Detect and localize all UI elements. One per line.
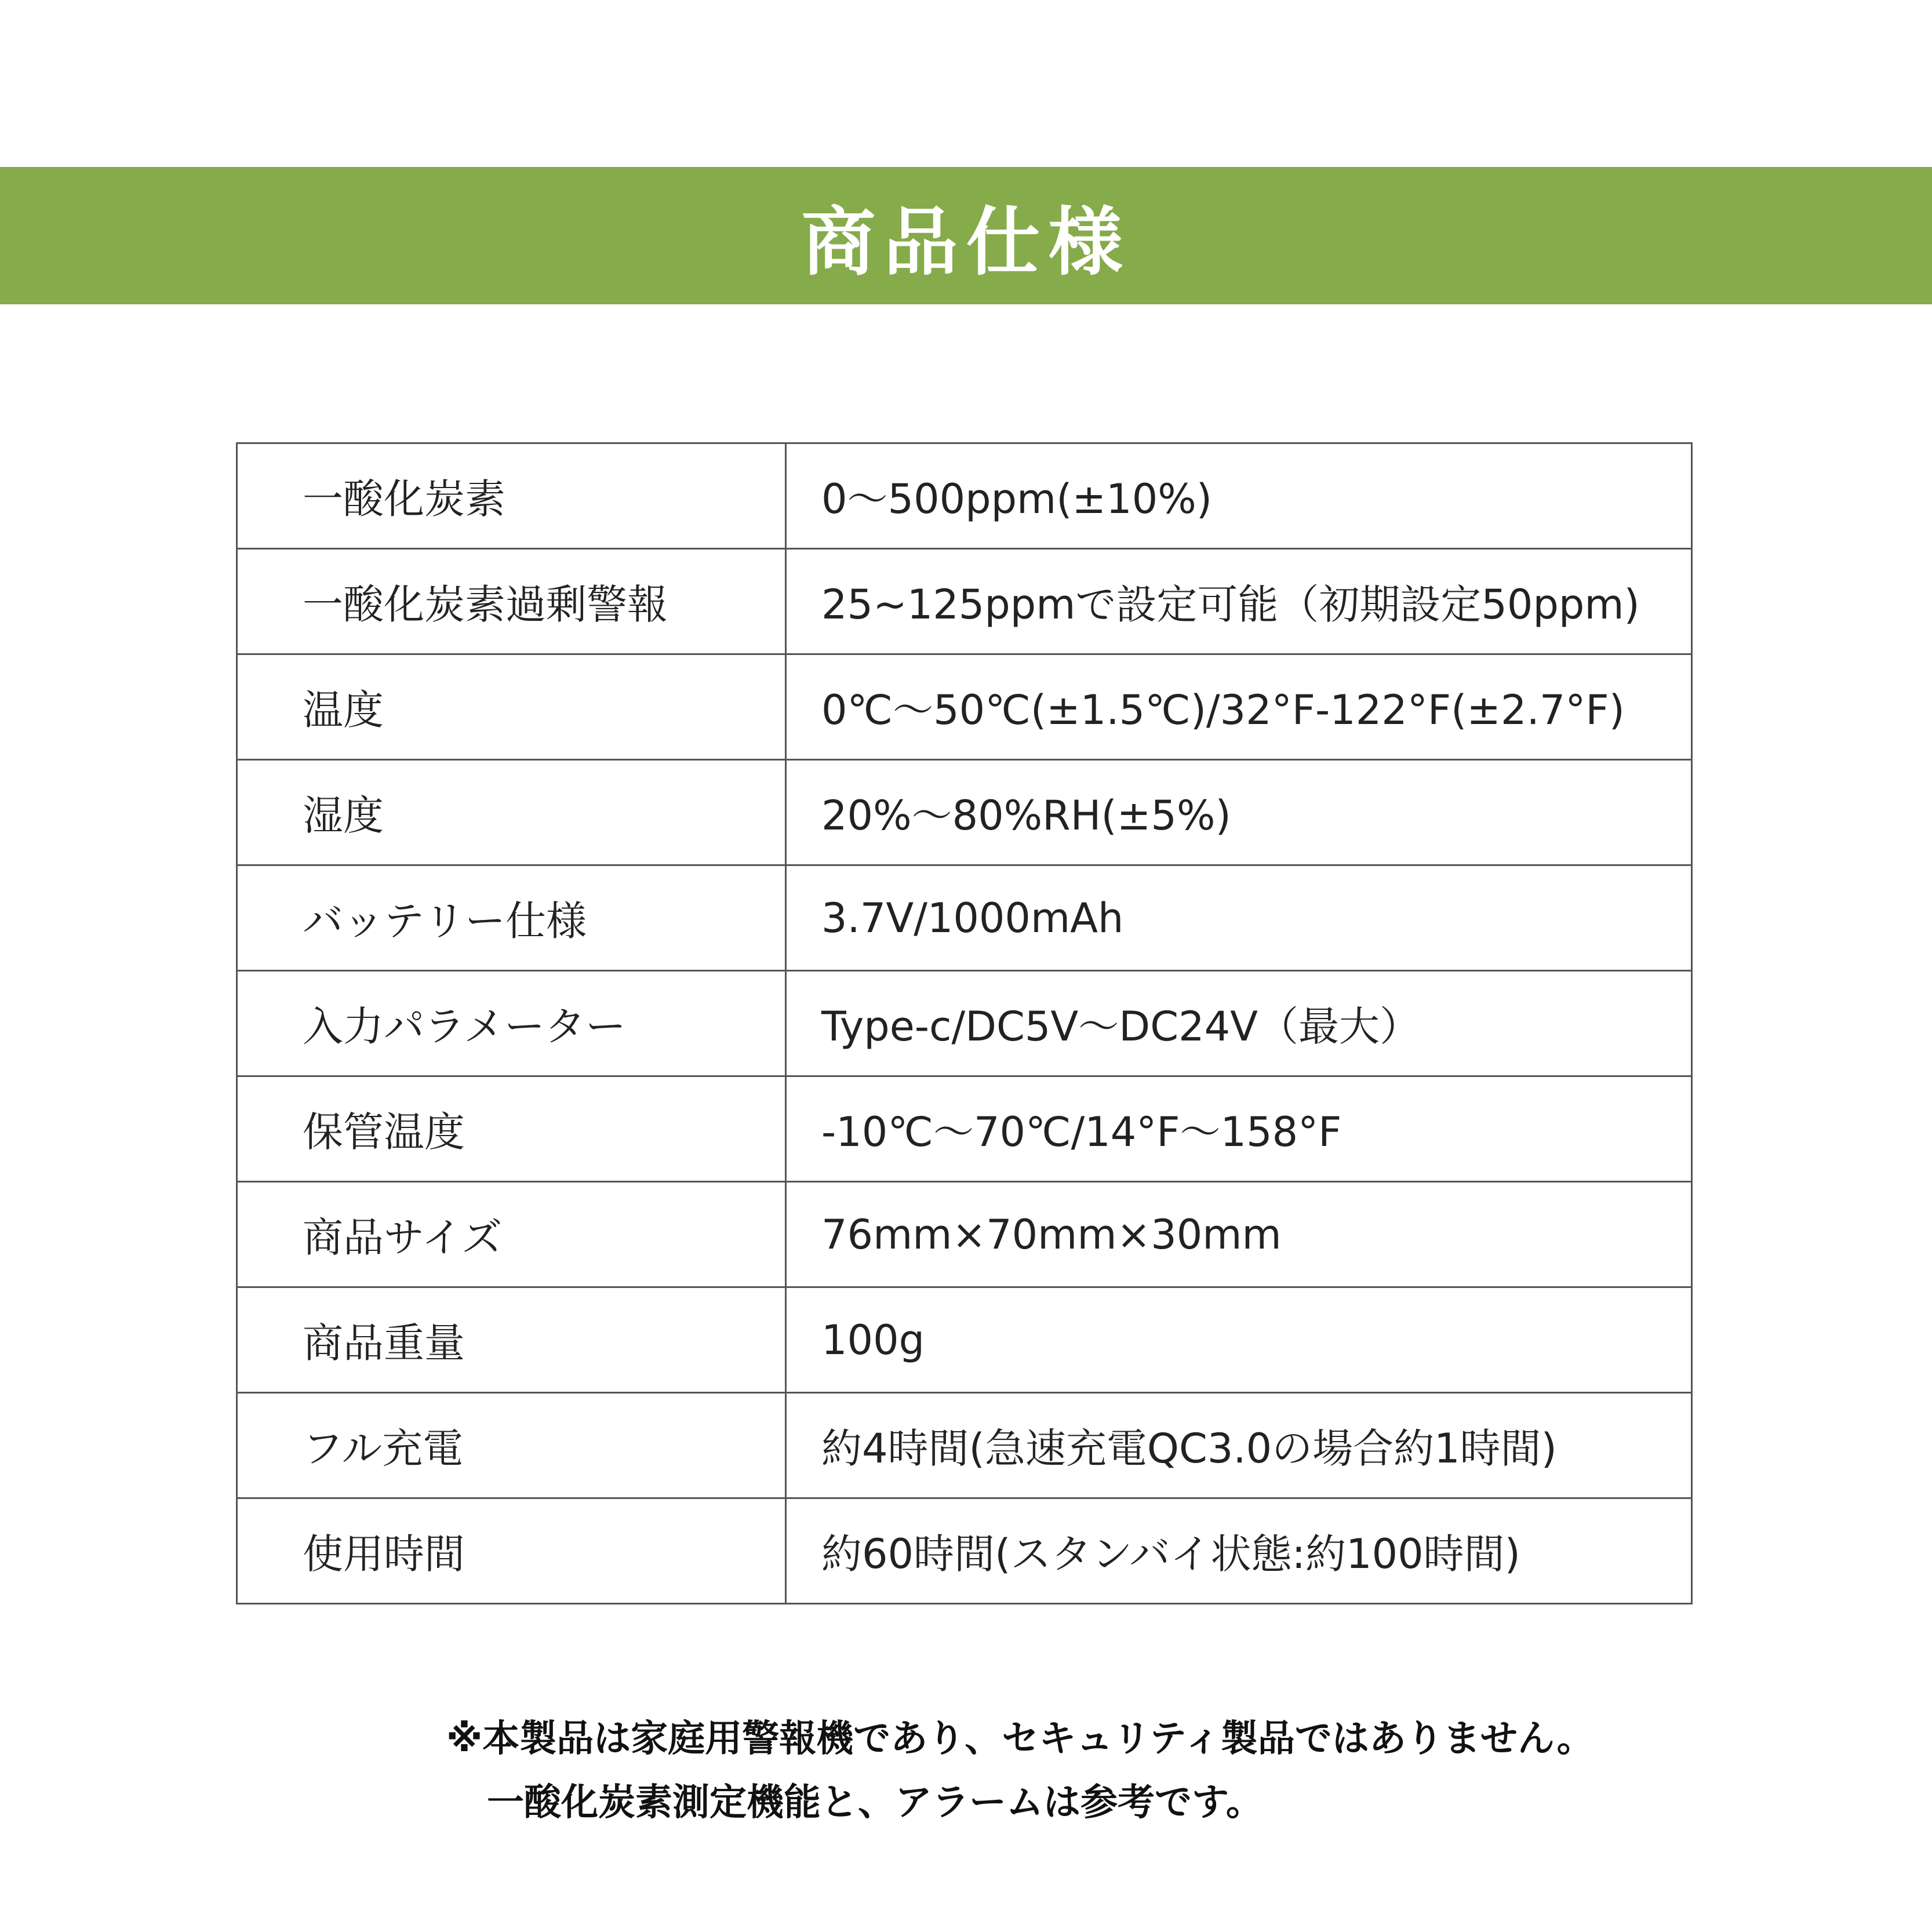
spec-value: 0〜500ppm(±10%) xyxy=(786,443,1692,549)
spec-value: 約4時間(急速充電QC3.0の場合約1時間) xyxy=(786,1393,1692,1498)
spec-label: 湿度 xyxy=(237,760,786,865)
disclaimer-line-1: ※本製品は家庭用警報機であり、セキュリティ製品ではありません。 xyxy=(446,1718,1594,1760)
spec-row xyxy=(237,1498,1692,1604)
spec-label: 一酸化炭素過剰警報 xyxy=(237,549,786,654)
spec-label: フル充電 xyxy=(237,1393,786,1498)
spec-table xyxy=(236,442,1693,1604)
spec-row xyxy=(237,549,1692,654)
spec-value: Type-c/DC5V〜DC24V（最大） xyxy=(786,971,1692,1076)
spec-value: 76mm×70mm×30mm xyxy=(786,1182,1692,1287)
spec-label: 使用時間 xyxy=(237,1498,786,1604)
spec-label: 商品重量 xyxy=(237,1287,786,1393)
spec-value: 3.7V/1000mAh xyxy=(786,865,1692,971)
disclaimer-line-2: 一酸化炭素測定機能と、アラームは参考です。 xyxy=(487,1781,1263,1824)
spec-row xyxy=(237,865,1692,971)
spec-row xyxy=(237,443,1692,549)
page-title: 商品仕様 xyxy=(801,199,1131,286)
spec-label: 温度 xyxy=(237,654,786,760)
spec-label: 一酸化炭素 xyxy=(237,443,786,549)
spec-label: バッテリー仕様 xyxy=(237,865,786,971)
title-banner xyxy=(0,167,1932,304)
spec-value: 0℃〜50℃(±1.5℃)/32°F-122°F(±2.7°F) xyxy=(786,654,1692,760)
spec-label: 保管温度 xyxy=(237,1076,786,1182)
spec-value: 25~125ppmで設定可能（初期設定50ppm) xyxy=(786,549,1692,654)
spec-value: 20%〜80%RH(±5%) xyxy=(786,760,1692,865)
spec-row xyxy=(237,1287,1692,1393)
spec-row xyxy=(237,1076,1692,1182)
spec-label: 入力パラメーター xyxy=(237,971,786,1076)
disclaimer-notes xyxy=(446,1707,1594,1835)
spec-row xyxy=(237,971,1692,1076)
spec-value: 100g xyxy=(786,1287,1692,1393)
spec-row xyxy=(237,1393,1692,1498)
spec-row xyxy=(237,760,1692,865)
spec-label: 商品サイズ xyxy=(237,1182,786,1287)
spec-row xyxy=(237,654,1692,760)
spec-value: -10℃〜70℃/14°F〜158°F xyxy=(786,1076,1692,1182)
spec-row xyxy=(237,1182,1692,1287)
spec-value: 約60時間(スタンバイ状態:約100時間) xyxy=(786,1498,1692,1604)
